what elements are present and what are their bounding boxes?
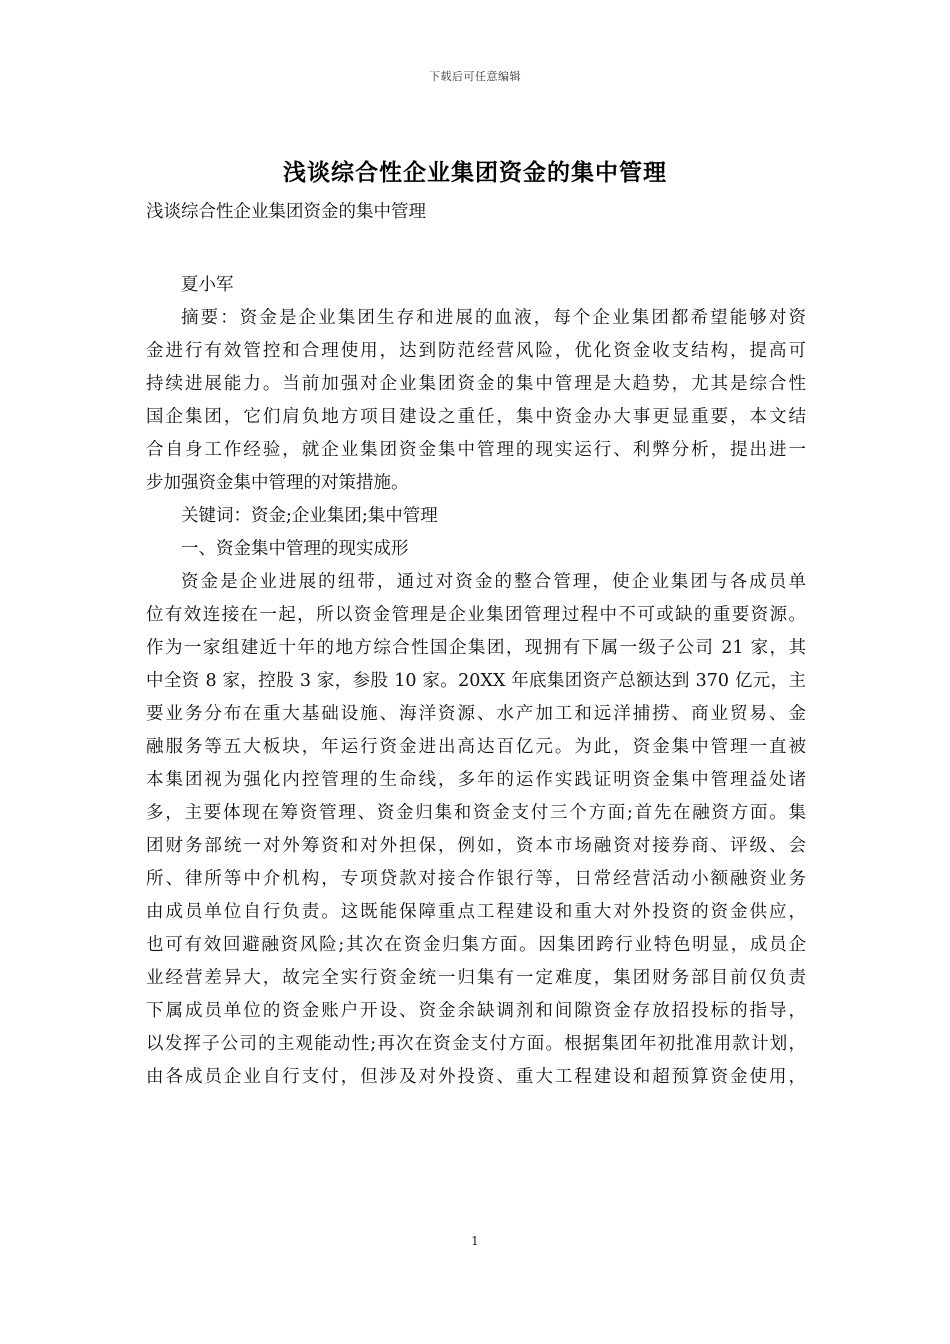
document-subtitle: 浅谈综合性企业集团资金的集中管理: [146, 202, 426, 222]
section-heading: 一、资金集中管理的现实成形: [181, 539, 409, 559]
body-line: 位有效连接在一起，所以资金管理是企业集团管理过程中不可或缺的重要资源。: [146, 605, 806, 625]
abstract-line: 合自身工作经验，就企业集团资金集中管理的现实运行、利弊分析，提出进一: [146, 440, 806, 460]
body-line: 由各成员企业自行支付，但涉及对外投资、重大工程建设和超预算资金使用，: [146, 1067, 806, 1087]
document-body: [146, 196, 806, 1094]
document-title: 浅谈综合性企业集团资金的集中管理: [283, 159, 667, 186]
body-line: 也可有效回避融资风险;其次在资金归集方面。因集团跨行业特色明显，成员企: [146, 935, 806, 955]
body-line: 下属成员单位的资金账户开设、资金余缺调剂和间隙资金存放招投标的指导，: [146, 1001, 806, 1021]
page-number: 1: [471, 1234, 479, 1248]
body-line: 以发挥子公司的主观能动性;再次在资金支付方面。根据集团年初批准用款计划，: [146, 1034, 806, 1054]
page-header-note: 下载后可任意编辑: [429, 70, 521, 83]
body-line: 本集团视为强化内控管理的生命线，多年的运作实践证明资金集中管理益处诸: [146, 770, 806, 790]
abstract-line: 国企集团，它们肩负地方项目建设之重任，集中资金办大事更显重要，本文结: [146, 407, 806, 427]
body-line: 所、律所等中介机构，专项贷款对接合作银行等，日常经营活动小额融资业务: [146, 869, 806, 889]
body-line: 作为一家组建近十年的地方综合性国企集团，现拥有下属一级子公司 21 家，其: [146, 638, 806, 658]
abstract-line: 摘要：资金是企业集团生存和进展的血液，每个企业集团都希望能够对资: [181, 308, 806, 328]
abstract-line: 金进行有效管控和合理使用，达到防范经营风险，优化资金收支结构，提高可: [146, 341, 806, 361]
body-line: 多，主要体现在筹资管理、资金归集和资金支付三个方面;首先在融资方面。集: [146, 803, 806, 823]
author-name: 夏小军: [181, 275, 234, 295]
body-line: 业经营差异大，故完全实行资金统一归集有一定难度，集团财务部目前仅负责: [146, 968, 806, 988]
body-line: 融服务等五大板块，年运行资金进出高达百亿元。为此，资金集中管理一直被: [146, 737, 806, 757]
abstract-line: 持续进展能力。当前加强对企业集团资金的集中管理是大趋势，尤其是综合性: [146, 374, 806, 394]
body-line: 团财务部统一对外筹资和对外担保，例如，资本市场融资对接券商、评级、会: [146, 836, 806, 856]
keywords: 关键词：资金;企业集团;集中管理: [181, 506, 438, 526]
body-line: 中全资 8 家，控股 3 家，参股 10 家。20XX 年底集团资产总额达到 370 亿元，主: [146, 671, 806, 691]
body-line: 资金是企业进展的纽带，通过对资金的整合管理，使企业集团与各成员单: [181, 572, 806, 592]
abstract-line: 步加强资金集中管理的对策措施。: [146, 473, 409, 493]
body-line: 由成员单位自行负责。这既能保障重点工程建设和重大对外投资的资金供应，: [146, 902, 806, 922]
body-line: 要业务分布在重大基础设施、海洋资源、水产加工和远洋捕捞、商业贸易、金: [146, 704, 806, 724]
